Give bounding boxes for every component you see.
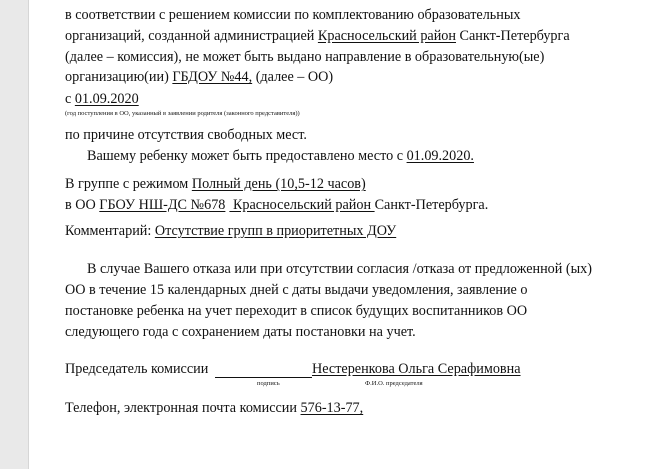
fio-caption: [365, 380, 423, 388]
oo-district-field: Красносельский район: [229, 197, 375, 213]
text-line: [65, 195, 488, 215]
paragraph-text: (далее – ОО): [252, 69, 334, 85]
document-page: [28, 0, 660, 469]
paragraph-text: Председатель комиссии: [65, 361, 209, 377]
group-mode-field: Полный день (10,5-12 часов): [191, 176, 366, 192]
text-line: [65, 26, 570, 46]
paragraph-text: постановке ребенка на учет переходит в список будущих воспитанников ОО: [65, 303, 528, 319]
oo-name-field: ГБОУ НШ-ДС №678: [99, 197, 226, 213]
paragraph-text: организацию(ии): [65, 69, 173, 85]
text-line: [87, 259, 592, 279]
contact-field: 576-13-77,: [300, 400, 364, 416]
paragraph-text: следующего года с сохранением даты постановки на учет.: [65, 324, 416, 340]
caption-text: (год поступления в ОО, указанный в заявлении родителя (законного представителя)): [65, 110, 300, 117]
date-from-field: 01.09.2020: [74, 91, 139, 107]
chair-name-line: [312, 359, 521, 379]
paragraph-text: В случае Вашего отказа или при отсутствии согласия /отказа от предложенной (ых): [87, 261, 592, 277]
text-line: [65, 89, 139, 109]
text-line: [65, 301, 527, 321]
paragraph-text: (далее – комиссия), не может быть выдано направление в образовательную(ые): [65, 49, 545, 65]
paragraph-text: по причине отсутствия свободных мест.: [65, 127, 307, 143]
offer-date-field: 01.09.2020.: [406, 148, 474, 164]
paragraph-text: В группе с режимом: [65, 176, 192, 192]
paragraph-text: Комментарий:: [65, 223, 155, 239]
text-line: [87, 146, 474, 166]
signature-line: [215, 377, 312, 378]
caption-text: подпись: [257, 380, 280, 387]
paragraph-text: ОО в течение 15 календарных дней с даты выдачи уведомления, заявление о: [65, 282, 528, 298]
paragraph-text: в ОО: [65, 197, 100, 213]
field-caption: [65, 110, 300, 118]
text-line: [65, 280, 528, 300]
chair-label: [65, 359, 208, 379]
text-line: [65, 67, 333, 87]
paragraph-text: с: [65, 91, 75, 107]
kindergarten-field: ГБДОУ №44,: [172, 69, 253, 85]
paragraph-text: Вашему ребенку может быть предоставлено место с: [87, 148, 407, 164]
signature-caption: [257, 380, 280, 388]
paragraph-text: Санкт-Петербурга.: [374, 197, 489, 213]
text-line: [65, 174, 366, 194]
text-line: [65, 221, 396, 241]
text-line: [65, 322, 416, 342]
text-line: [65, 125, 307, 145]
text-line: [65, 47, 544, 67]
caption-text: Ф.И.О. председателя: [365, 380, 423, 387]
paragraph-text: Телефон, электронная почта комиссии: [65, 400, 301, 416]
comment-field: Отсутствие групп в приоритетных ДОУ: [154, 223, 397, 239]
paragraph-text: Санкт-Петербурга: [456, 28, 570, 44]
text-line: [65, 398, 363, 418]
district-field: Красносельский район: [317, 28, 456, 44]
text-line: [65, 5, 520, 25]
paragraph-text: в соответствии с решением комиссии по комплектованию образовательных: [65, 7, 521, 23]
paragraph-text: организаций, созданной администрацией: [65, 28, 318, 44]
chair-name-field: Нестеренкова Ольга Серафимовна: [312, 361, 521, 377]
